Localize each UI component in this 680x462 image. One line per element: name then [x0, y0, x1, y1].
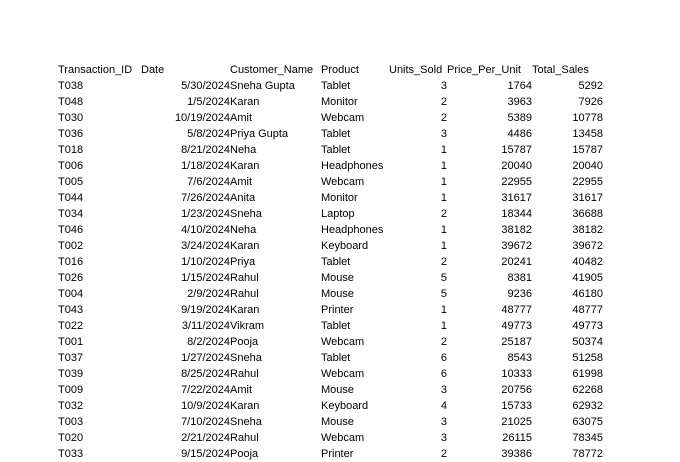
table-row — [58, 158, 603, 174]
transaction-id-cell: T037 — [58, 352, 84, 364]
total-sales-cell: 31617 — [572, 192, 603, 204]
transaction-id-cell: T030 — [58, 112, 84, 124]
price-per-unit-cell: 18344 — [501, 208, 532, 220]
table-row — [58, 398, 603, 414]
price-per-unit-cell: 49773 — [501, 320, 532, 332]
units-sold-cell: 1 — [440, 304, 447, 316]
units-sold-cell: 6 — [440, 352, 447, 364]
customer-name-cell: Sneha — [230, 352, 262, 364]
table-row — [58, 366, 603, 382]
date-cell: 9/19/2024 — [181, 304, 230, 316]
total-sales-cell: 15787 — [572, 144, 603, 156]
units-sold-cell: 1 — [440, 160, 447, 172]
transaction-id-cell: T043 — [58, 304, 84, 316]
total-sales-cell: 50374 — [572, 336, 603, 348]
transaction-id-cell: T006 — [58, 160, 84, 172]
total-sales-cell: 13458 — [572, 128, 603, 140]
customer-name-cell: Rahul — [230, 368, 259, 380]
total-sales-cell: 20040 — [572, 160, 603, 172]
transaction-id-cell: T034 — [58, 208, 84, 220]
price-per-unit-cell: 9236 — [507, 288, 532, 300]
price-per-unit-cell: 22955 — [501, 176, 532, 188]
customer-name-cell: Priya Gupta — [230, 128, 289, 140]
total-sales-cell: 41905 — [572, 272, 603, 284]
transaction-id-cell: T002 — [58, 240, 84, 252]
table-row — [58, 254, 603, 270]
product-cell: Monitor — [321, 192, 358, 204]
price-per-unit-cell: 25187 — [501, 336, 532, 348]
product-cell: Printer — [321, 304, 354, 316]
product-cell: Printer — [321, 448, 354, 460]
units-sold-cell: 2 — [440, 448, 447, 460]
total-sales-cell: 36688 — [572, 208, 603, 220]
price-per-unit-cell: 8381 — [507, 272, 532, 284]
table-row — [58, 78, 603, 94]
column-header-units-sold: Units_Sold — [389, 64, 443, 76]
customer-name-cell: Karan — [230, 160, 260, 172]
total-sales-cell: 7926 — [578, 96, 603, 108]
transaction-id-cell: T016 — [58, 256, 84, 268]
price-per-unit-cell: 15787 — [501, 144, 532, 156]
total-sales-cell: 46180 — [572, 288, 603, 300]
customer-name-cell: Amit — [230, 112, 252, 124]
customer-name-cell: Karan — [230, 400, 260, 412]
total-sales-cell: 78772 — [572, 448, 603, 460]
table-row — [58, 286, 603, 302]
product-cell: Webcam — [321, 432, 365, 444]
product-cell: Webcam — [321, 368, 365, 380]
table-row — [58, 270, 603, 286]
date-cell: 8/21/2024 — [181, 144, 230, 156]
price-per-unit-cell: 4486 — [507, 128, 532, 140]
transaction-id-cell: T036 — [58, 128, 84, 140]
total-sales-cell: 22955 — [572, 176, 603, 188]
date-cell: 1/15/2024 — [181, 272, 230, 284]
date-cell: 1/27/2024 — [181, 352, 230, 364]
transaction-id-cell: T022 — [58, 320, 84, 332]
table-row — [58, 446, 603, 462]
price-per-unit-cell: 1764 — [507, 80, 532, 92]
transaction-id-cell: T005 — [58, 176, 84, 188]
table-row — [58, 350, 603, 366]
date-cell: 4/10/2024 — [181, 224, 230, 236]
transaction-id-cell: T009 — [58, 384, 84, 396]
table-row — [58, 430, 603, 446]
customer-name-cell: Amit — [230, 384, 252, 396]
units-sold-cell: 3 — [440, 128, 447, 140]
units-sold-cell: 3 — [440, 416, 447, 428]
price-per-unit-cell: 20241 — [501, 256, 532, 268]
price-per-unit-cell: 38182 — [501, 224, 532, 236]
total-sales-cell: 48777 — [572, 304, 603, 316]
date-cell: 1/10/2024 — [181, 256, 230, 268]
total-sales-cell: 49773 — [572, 320, 603, 332]
date-cell: 5/8/2024 — [187, 128, 230, 140]
date-cell: 7/22/2024 — [181, 384, 230, 396]
price-per-unit-cell: 26115 — [502, 432, 532, 444]
units-sold-cell: 2 — [440, 256, 447, 268]
transaction-id-cell: T039 — [58, 368, 84, 380]
units-sold-cell: 1 — [440, 240, 447, 252]
customer-name-cell: Rahul — [230, 288, 259, 300]
transaction-id-cell: T004 — [58, 288, 84, 300]
total-sales-cell: 51258 — [572, 352, 603, 364]
units-sold-cell: 2 — [440, 96, 447, 108]
column-header-transaction-id: Transaction_ID — [58, 64, 133, 76]
units-sold-cell: 3 — [440, 384, 447, 396]
units-sold-cell: 1 — [440, 144, 447, 156]
customer-name-cell: Neha — [230, 224, 257, 236]
product-cell: Tablet — [321, 80, 351, 92]
price-per-unit-cell: 48777 — [501, 304, 532, 316]
date-cell: 8/2/2024 — [187, 336, 230, 348]
customer-name-cell: Rahul — [230, 272, 259, 284]
customer-name-cell: Pooja — [230, 448, 259, 460]
date-cell: 7/10/2024 — [181, 416, 230, 428]
units-sold-cell: 3 — [440, 80, 447, 92]
total-sales-cell: 40482 — [572, 256, 603, 268]
table-row — [58, 302, 603, 318]
total-sales-cell: 38182 — [572, 224, 603, 236]
table-row — [58, 110, 603, 126]
product-cell: Keyboard — [321, 240, 369, 252]
transaction-id-cell: T044 — [58, 192, 84, 204]
transaction-id-cell: T032 — [58, 400, 84, 412]
units-sold-cell: 1 — [440, 320, 447, 332]
header-row — [58, 62, 603, 78]
date-cell: 2/21/2024 — [181, 432, 230, 444]
units-sold-cell: 1 — [440, 224, 447, 236]
date-cell: 1/18/2024 — [181, 160, 230, 172]
product-cell: Keyboard — [321, 400, 369, 412]
customer-name-cell: Karan — [230, 304, 260, 316]
units-sold-cell: 5 — [440, 288, 447, 300]
price-per-unit-cell: 20040 — [501, 160, 532, 172]
product-cell: Headphones — [321, 224, 384, 236]
transaction-id-cell: T048 — [58, 96, 84, 108]
product-cell: Mouse — [321, 416, 355, 428]
date-cell: 10/9/2024 — [181, 400, 230, 412]
customer-name-cell: Sneha — [230, 416, 262, 428]
product-cell: Mouse — [321, 384, 355, 396]
transaction-id-cell: T003 — [58, 416, 84, 428]
price-per-unit-cell: 21025 — [501, 416, 532, 428]
date-cell: 5/30/2024 — [181, 80, 230, 92]
transaction-id-cell: T001 — [58, 336, 84, 348]
product-cell: Webcam — [321, 112, 365, 124]
table-row — [58, 382, 603, 398]
customer-name-cell: Rahul — [230, 432, 259, 444]
transaction-id-cell: T018 — [58, 144, 84, 156]
customer-name-cell: Neha — [230, 144, 257, 156]
date-cell: 10/19/2024 — [174, 112, 230, 124]
total-sales-cell: 5292 — [578, 80, 603, 92]
date-cell: 9/15/2024 — [181, 448, 230, 460]
product-cell: Tablet — [321, 320, 351, 332]
product-cell: Tablet — [321, 144, 351, 156]
product-cell: Tablet — [321, 128, 351, 140]
product-cell: Mouse — [321, 272, 355, 284]
total-sales-cell: 63075 — [572, 416, 603, 428]
column-header-price-per-unit: Price_Per_Unit — [447, 64, 521, 76]
customer-name-cell: Vikram — [230, 320, 265, 332]
product-cell: Tablet — [321, 256, 351, 268]
price-per-unit-cell: 39386 — [501, 448, 532, 460]
column-header-total-sales: Total_Sales — [532, 64, 589, 76]
product-cell: Monitor — [321, 96, 358, 108]
customer-name-cell: Priya — [230, 256, 256, 268]
date-cell: 3/11/2024 — [181, 320, 230, 332]
table-row — [58, 222, 603, 238]
table-row — [58, 238, 603, 254]
transaction-id-cell: T046 — [58, 224, 84, 236]
date-cell: 3/24/2024 — [181, 240, 230, 252]
price-per-unit-cell: 8543 — [507, 352, 532, 364]
transaction-id-cell: T026 — [58, 272, 84, 284]
units-sold-cell: 3 — [440, 432, 447, 444]
customer-name-cell: Anita — [230, 192, 256, 204]
table-row — [58, 94, 603, 110]
column-header-date: Date — [141, 64, 165, 76]
customer-name-cell: Sneha — [230, 208, 262, 220]
price-per-unit-cell: 15733 — [501, 400, 532, 412]
table-row — [58, 126, 603, 142]
units-sold-cell: 2 — [440, 112, 447, 124]
date-cell: 2/9/2024 — [187, 288, 230, 300]
transaction-id-cell: T038 — [58, 80, 84, 92]
product-cell: Webcam — [321, 336, 365, 348]
table-row — [58, 334, 603, 350]
price-per-unit-cell: 5389 — [507, 112, 532, 124]
units-sold-cell: 2 — [440, 336, 447, 348]
price-per-unit-cell: 10333 — [501, 368, 532, 380]
units-sold-cell: 4 — [440, 400, 447, 412]
total-sales-cell: 62932 — [572, 400, 603, 412]
units-sold-cell: 6 — [440, 368, 447, 380]
column-header-product: Product — [321, 64, 359, 76]
transaction-id-cell: T033 — [58, 448, 84, 460]
units-sold-cell: 5 — [440, 272, 447, 284]
total-sales-cell: 78345 — [572, 432, 603, 444]
total-sales-cell: 39672 — [572, 240, 603, 252]
table-row — [58, 206, 603, 222]
table-row — [58, 318, 603, 334]
date-cell: 7/6/2024 — [187, 176, 230, 188]
price-per-unit-cell: 20756 — [501, 384, 532, 396]
product-cell: Mouse — [321, 288, 355, 300]
table-row — [58, 142, 603, 158]
table-row — [58, 174, 603, 190]
customer-name-cell: Pooja — [230, 336, 259, 348]
date-cell: 1/5/2024 — [187, 96, 230, 108]
customer-name-cell: Karan — [230, 96, 260, 108]
total-sales-cell: 62268 — [572, 384, 603, 396]
customer-name-cell: Sneha Gupta — [230, 80, 295, 92]
table-row — [58, 414, 603, 430]
customer-name-cell: Karan — [230, 240, 260, 252]
sales-table — [58, 62, 603, 462]
table-row — [58, 190, 603, 206]
date-cell: 1/23/2024 — [181, 208, 230, 220]
transaction-id-cell: T020 — [58, 432, 84, 444]
column-header-customer-name: Customer_Name — [230, 64, 314, 76]
date-cell: 8/25/2024 — [181, 368, 230, 380]
price-per-unit-cell: 3963 — [507, 96, 532, 108]
price-per-unit-cell: 31617 — [501, 192, 532, 204]
product-cell: Webcam — [321, 176, 365, 188]
customer-name-cell: Amit — [230, 176, 252, 188]
units-sold-cell: 2 — [440, 208, 447, 220]
total-sales-cell: 61998 — [572, 368, 603, 380]
product-cell: Headphones — [321, 160, 384, 172]
product-cell: Laptop — [321, 208, 355, 220]
total-sales-cell: 10778 — [572, 112, 603, 124]
price-per-unit-cell: 39672 — [501, 240, 532, 252]
units-sold-cell: 1 — [440, 176, 447, 188]
units-sold-cell: 1 — [440, 192, 447, 204]
product-cell: Tablet — [321, 352, 351, 364]
date-cell: 7/26/2024 — [181, 192, 230, 204]
